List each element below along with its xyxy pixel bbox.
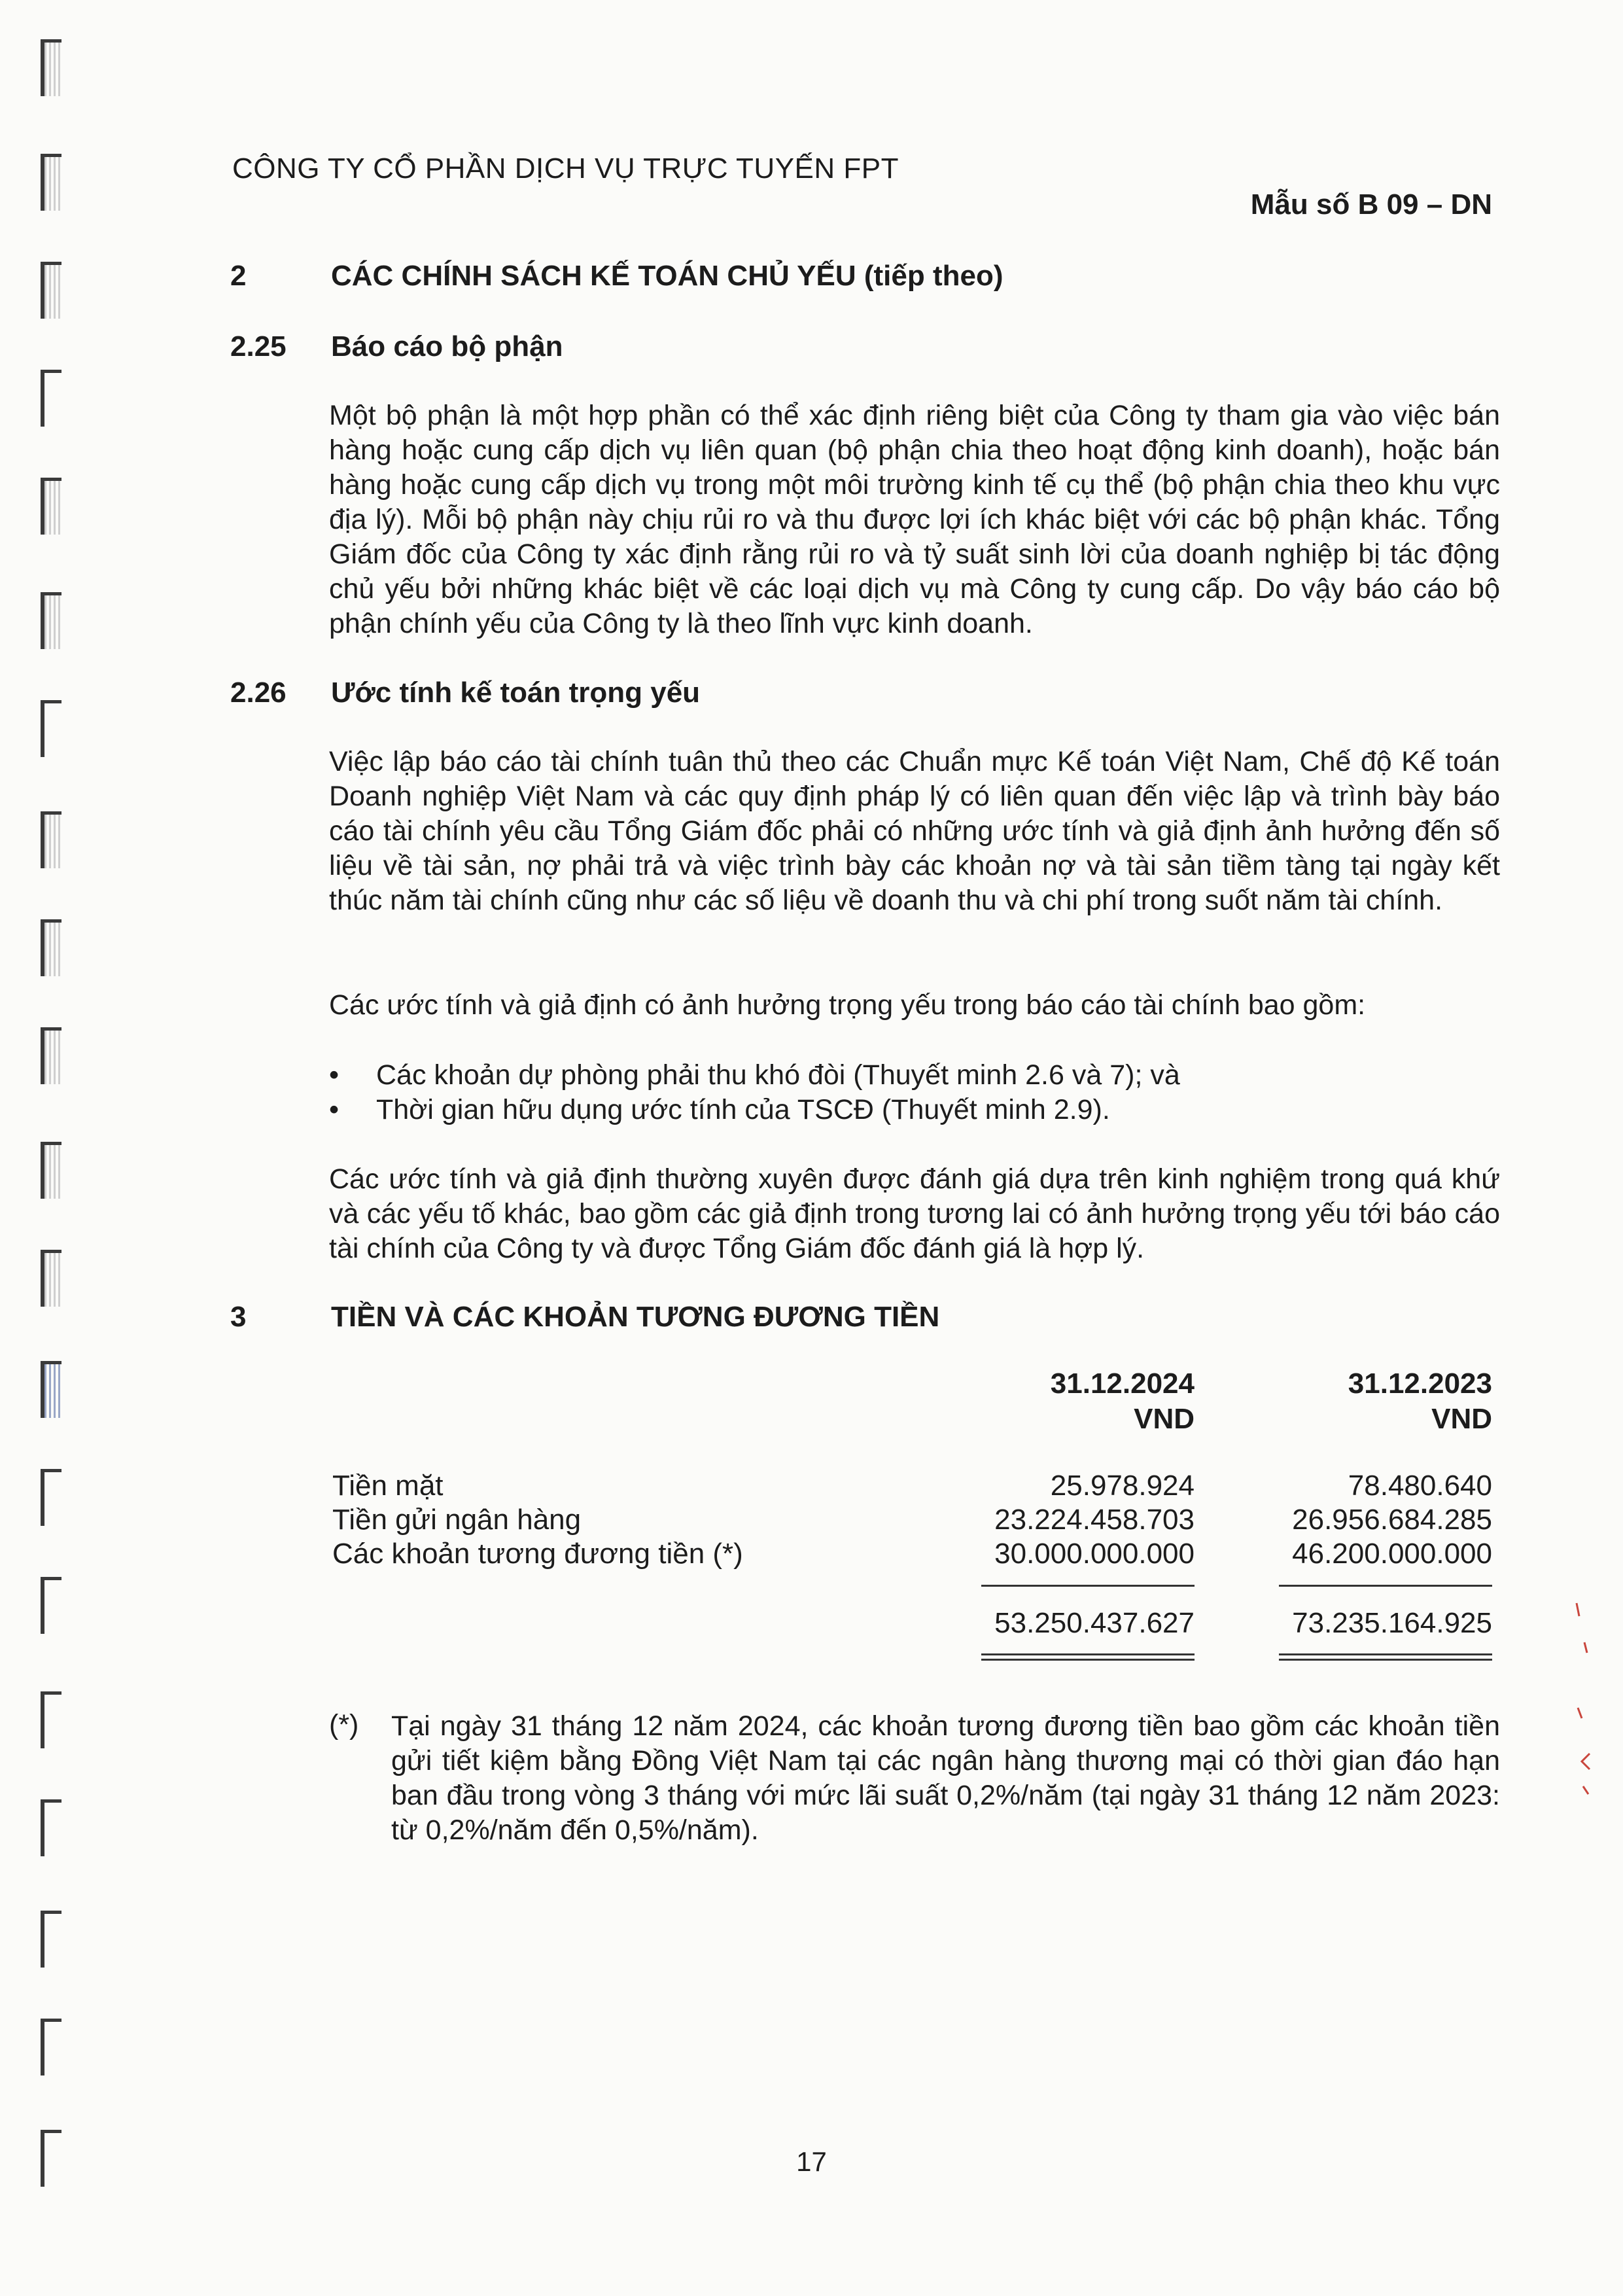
footnote-mark: (*): [329, 1709, 359, 1740]
estimates-list: [329, 1058, 1500, 1127]
bank-deposits-2023: 26.956.684.285: [1292, 1504, 1492, 1536]
binding-mark: [41, 2019, 61, 2075]
total-double-rule: [981, 1653, 1195, 1661]
binding-mark: [41, 154, 61, 211]
binding-edge: [38, 0, 71, 2296]
estimates-paragraph-3: Các ước tính và giả định thường xuyên được đánh giá dựa trên kinh nghiệm trong quá khứ và các yếu tố khác, bao gồm các giả định trong tương lai có ảnh hưởng trọng yếu tới báo cáo tài chính của Công ty và được Tổng Giám đốc đánh giá là hợp lý.: [329, 1163, 1500, 1264]
subsection-number: 2.25: [230, 330, 287, 362]
subsection-number: 2.26: [230, 677, 287, 709]
page-number: 17: [796, 2146, 827, 2177]
binding-mark: [41, 919, 61, 976]
cash-equivalents-2023: 46.200.000.000: [1292, 1538, 1492, 1570]
segment-reporting-paragraph: Một bộ phận là một hợp phần có thể xác định riêng biệt của Công ty tham gia vào việc bán hàng hoặc cung cấp dịch vụ liên quan (bộ phận chia theo hoạt động kinh doanh), hoặc bán hàng hoặc cung cấp dịch vụ trong một môi trường kinh tế cụ thể (bộ phận chia theo khu vực địa lý). Mỗi bộ phận này chịu rủi ro và thu được lợi ích khác biệt với các bộ phận khác. Tổng Giám đốc của Công ty xác định rằng rủi ro và tỷ suất sinh lời của doanh nghiệp bị tác động chủ yếu bởi những khác biệt về các loại dịch vụ mà Công ty cung cấp. Do vậy báo cáo bộ phận chính yếu của Công ty là theo lĩnh vực kinh doanh.: [329, 400, 1500, 639]
binding-mark: [41, 1469, 61, 1526]
list-item: • Các khoản dự phòng phải thu khó đòi (Thuyết minh 2.6 và 7); và: [329, 1058, 1500, 1093]
binding-mark: [41, 1361, 61, 1418]
total-2023: 73.235.164.925: [1292, 1607, 1492, 1639]
binding-mark: [41, 1142, 61, 1199]
subsection-title: Ước tính kế toán trọng yếu: [331, 677, 701, 709]
cash-equivalents-2024: 30.000.000.000: [994, 1538, 1195, 1570]
section-number: 3: [230, 1301, 247, 1333]
row-label-cash-equivalents: Các khoản tương đương tiền (*): [332, 1538, 743, 1570]
row-label-bank-deposits: Tiền gửi ngân hàng: [332, 1504, 582, 1536]
binding-mark: [41, 39, 61, 96]
company-name: CÔNG TY CỔ PHẦN DỊCH VỤ TRỰC TUYẾN FPT: [232, 152, 899, 185]
section-title: CÁC CHÍNH SÁCH KẾ TOÁN CHỦ YẾU (tiếp theo): [331, 260, 1003, 292]
binding-mark: [41, 700, 61, 757]
binding-mark: [41, 1250, 61, 1307]
total-2024: 53.250.437.627: [994, 1607, 1195, 1639]
binding-mark: [41, 478, 61, 535]
estimates-paragraph-1: Việc lập báo cáo tài chính tuân thủ theo các Chuẩn mực Kế toán Việt Nam, Chế độ Kế toán Doanh nghiệp Việt Nam và các quy định pháp lý có liên quan đến việc lập và trình bày báo cáo tài chính yêu cầu Tổng Giám đốc phải có những ước tính và giả định ảnh hưởng đến số liệu về tài sản, nợ phải trả và việc trình bày các khoản nợ và tài sản tiềm tàng tại ngày kết thúc năm tài chính cũng như các số liệu về doanh thu và chi phí trong suốt năm tài chính.: [329, 746, 1500, 916]
binding-mark: [41, 1577, 61, 1634]
list-item: • Thời gian hữu dụng ước tính của TSCĐ (Thuyết minh 2.9).: [329, 1093, 1500, 1127]
row-label-cash: Tiền mặt: [332, 1470, 444, 1502]
column-header-2024: [1051, 1366, 1195, 1437]
footnote-text: Tại ngày 31 tháng 12 năm 2024, các khoản tương đương tiền bao gồm các khoản tiền gửi tiết kiệm bằng Đồng Việt Nam tại các ngân hàng thương mại có thời gian đáo hạn ban đầu trong vòng 3 tháng với mức lãi suất 0,2%/năm (tại ngày 31 tháng 12 năm 2023: từ 0,2%/năm đến 0,5%/năm).: [391, 1710, 1500, 1846]
binding-mark: [41, 262, 61, 319]
subtotal-rule: [1279, 1585, 1492, 1587]
column-header-2023: [1348, 1366, 1492, 1437]
section-title: TIỀN VÀ CÁC KHOẢN TƯƠNG ĐƯƠNG TIỀN: [331, 1301, 940, 1333]
binding-mark: [41, 811, 61, 868]
column-date: 31.12.2024: [1050, 1368, 1195, 1400]
binding-mark: [41, 592, 61, 649]
subtotal-rule: [981, 1585, 1195, 1587]
column-unit: VND: [1431, 1403, 1492, 1435]
column-unit: VND: [1134, 1403, 1195, 1435]
cash-2023: 78.480.640: [1348, 1470, 1492, 1502]
section-number: 2: [230, 260, 247, 292]
bank-deposits-2024: 23.224.458.703: [994, 1504, 1195, 1536]
binding-mark: [41, 1027, 61, 1084]
binding-mark: [41, 1911, 61, 1968]
estimates-paragraph-2: Các ước tính và giả định có ảnh hưởng trọng yếu trong báo cáo tài chính bao gồm:: [329, 989, 1366, 1021]
binding-mark: [41, 1799, 61, 1856]
cash-2024: 25.978.924: [1050, 1470, 1195, 1502]
binding-mark: [41, 1691, 61, 1748]
binding-mark: [41, 370, 61, 427]
subsection-title: Báo cáo bộ phận: [331, 330, 563, 362]
form-number: Mẫu số B 09 – DN: [1250, 188, 1492, 221]
column-date: 31.12.2023: [1348, 1368, 1492, 1400]
pen-marks: [1570, 1590, 1596, 1852]
total-double-rule: [1279, 1653, 1492, 1661]
